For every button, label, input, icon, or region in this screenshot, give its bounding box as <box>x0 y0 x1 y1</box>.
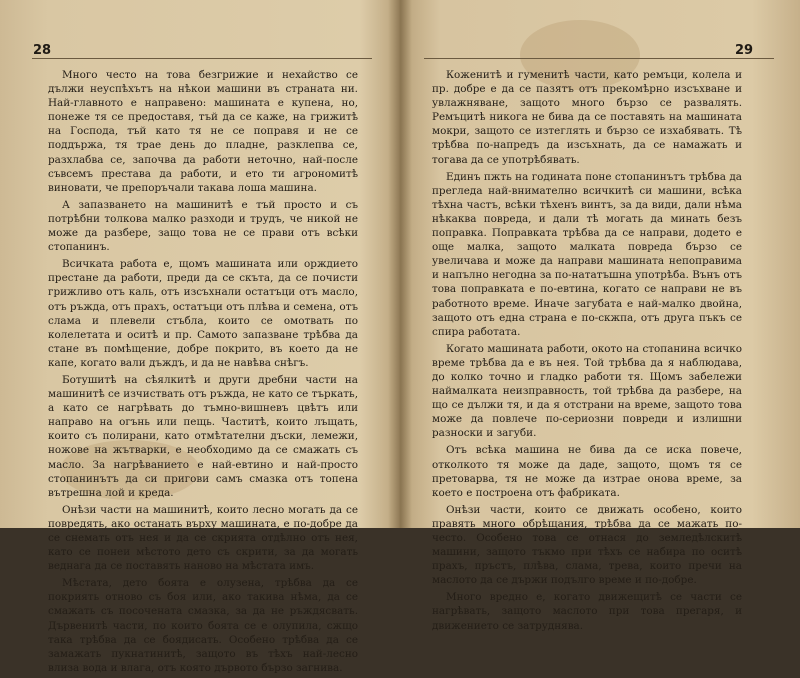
paragraph: Единъ пжть на годината поне стопанинътъ трѣбва да прегледа най-внимателно всичкитѣ си машини, всѣка тѣхна частъ, всѣки тѣхенъ винтъ, за да види, дали нѣма нѣкаква повреда, и дали тѣ могать да минать безъ поправка. Поправката трѣбва да се направи, додето е още малка, защото малката повреда бързо се увеличава и може да направи машината непоправима и напълно негодна за по-нататъшна употрѣба. Вънъ отъ това поправката е по-евтина, когато се направи не въ работното време. Иначе загубата е най-малко двойна, защото отъ една страна е по-скжпа, отъ друга пъкъ се спира работата. <box>432 170 742 338</box>
page-number: 29 <box>735 43 754 58</box>
header-rule <box>424 58 774 59</box>
paragraph: Коженитѣ и гуменитѣ части, като ремъци, колела и пр. добре е да се пазятъ отъ прекомѣрно изсъхване и увлажняване, защото много бързо се развалять. Ремъцитѣ никога не бива да се поставять на машината мокри, защото се изтеглять и бързо се изхабявать. Тѣ трѣбва по-напредъ да изсъхнать, да се намажать и тогава да се употрѣбявать. <box>432 69 742 166</box>
paragraph: Отъ всѣка машина не бива да се иска повече, отколкото тя може да даде, защото, щомъ тя се претоварва, тя не може да изтрае онова време, за което е построена отъ фабриката. <box>432 444 742 499</box>
paragraph: Много често на това безгрижие и нехайство се дължи неуспѣхътъ на нѣкои машини въ страната ни. Най-главното е направено: машината е купена, но, понеже тя се предоставя, тъй да се каже, на грижитѣ на Господа, тъй като тя не се поправя и не се поддържа, тя трае день до пладне, разклепва се, разхлабва се, започва да работи неточно, най-после съвсемъ престава да работи, и ето ти агрономитѣ виновати, че препоръчали такава лоша машина. <box>48 69 358 194</box>
paragraph: Всичката работа е, щомъ машината или орждието престане да работи, преди да се скъта, да се почисти грижливо отъ каль, отъ изсъхнали остатъци отъ масло, отъ ръжда, отъ прахъ, остатъци отъ плѣва и семена, отъ слама и плевели стъбла, които се омотвать по колелетата и оситѣ и пр. Самото запазване трѣбва да стане въ помѣщение, добре покрито, въ което да не капе, когато вали дъждъ, и да не навѣва снѣгъ. <box>48 258 358 369</box>
page-body <box>48 68 358 678</box>
paragraph: Ботушитѣ на сѣялкитѣ и други дребни части на машинитѣ се изчиствать отъ ръжда, не като се търкать, а като се нагрѣвать до тъмно-вишневъ цвѣтъ или направо на огънь или пещь. Частитѣ, които лъщать, които съ полирани, като отмѣтателни дъски, лемежи, ножове на жътварки, е необходимо да се смажать съ масло. За нагрѣванието е най-евтино и най-просто стопанинътъ да си пригови самъ смазка отъ топена вътрешна лой и креда. <box>48 373 358 499</box>
page-number: 28 <box>33 43 52 58</box>
right-page <box>402 0 800 632</box>
paragraph: Мѣстата, дето боята е олузена, трѣбва да се покриять отново съ боя или, ако такива нѣма, да се смажать съ посочената смазка, за да не ръждясвать. Дървенитѣ части, по които боята се е олупила, сжщо така трѣбва да се боядисать. Особено трѣбва да се замажать пукнатинитѣ, защото въ тѣхъ най-лесно влиза вода и влага, отъ която дървото бързо загнива. <box>48 577 358 674</box>
paragraph: Онѣзи части, които се движать особено, които правять много обрѣщания, трѣбва да се мажать по-често. Особено това се отнася до земледѣлскитѣ машини, защото тъкмо при тѣхъ се набира по оситѣ прахъ, пръстъ, плѣва, слама, трева, които пречи на маслото да се държи подълго време и по-добре. <box>432 503 742 587</box>
paragraph: Онѣзи части на машинитѣ, които лесно могать да се повредять, ако останать върху машината, е по-добре да се снемать отъ нея и да се скрията отдѣлно отъ нея, като се понеи мѣстото дето съ скрити, за да могать веднага да се поставять наново на мѣстата имъ. <box>48 503 358 573</box>
paragraph: А запазването на машинитѣ е тъй просто и съ потрѣбни толкова малко разходи и трудъ, че никой не може да разбере, защо това не се прави отъ всѣки стопанинъ. <box>48 198 358 254</box>
left-page <box>0 0 398 674</box>
page-body <box>432 68 742 636</box>
paragraph: Когато машината работи, окото на стопанина всичко време трѣбва да е въ нея. Той трѣбва да я наблюдава, до колко точно и гладко работи тя. Щомъ забележи наймалката неизправность, той трѣбва да разбере, на що се дължи тя, и да я отстрани на време, защото това може да повлече по-сериозни повреди и излишни разноски и загуби. <box>432 342 742 440</box>
paragraph: Много вредно е, когато движещитѣ се части се нагрѣвать, защото маслото при това прегаря, и движението се затруднява. <box>432 591 742 632</box>
header-rule <box>32 58 372 59</box>
